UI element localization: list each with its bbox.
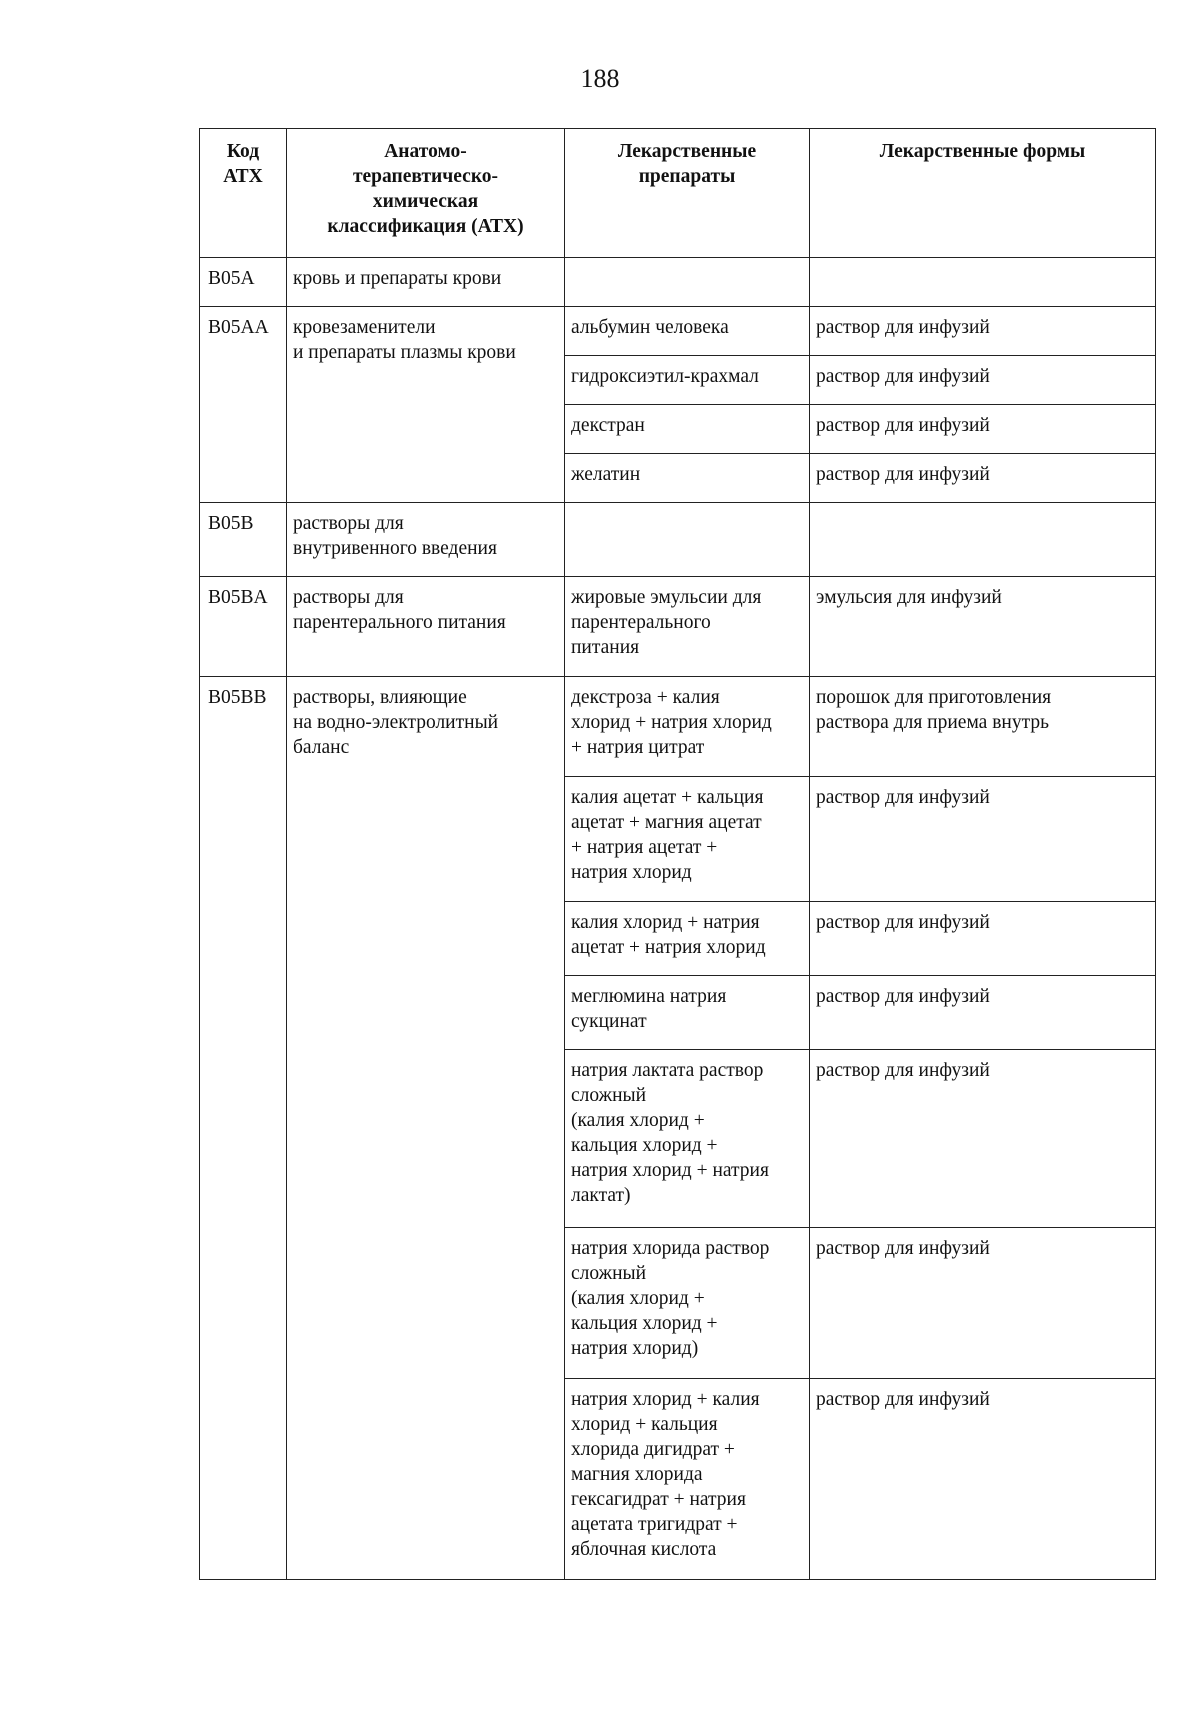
dosage-form xyxy=(810,503,1156,577)
table-header-row xyxy=(200,129,1156,258)
atx-classification: растворы для парентерального питания xyxy=(287,577,565,677)
drug-name: калия ацетат + кальция ацетат + магния ацетат + натрия ацетат + натрия хлорид xyxy=(565,777,810,902)
atx-code: B05AA xyxy=(200,307,287,503)
drug-name xyxy=(565,503,810,577)
atx-code: B05BA xyxy=(200,577,287,677)
table-row xyxy=(200,503,1156,577)
drug-name: меглюмина натрия сукцинат xyxy=(565,976,810,1050)
atx-code: B05BB xyxy=(200,677,287,1580)
drug-name: альбумин человека xyxy=(565,307,810,356)
dosage-form: порошок для приготовления раствора для приема внутрь xyxy=(810,677,1156,777)
header-classification: Анатомо- терапевтическо- химическая классификация (АТХ) xyxy=(287,129,565,258)
dosage-form: раствор для инфузий xyxy=(810,1379,1156,1580)
atx-code: B05B xyxy=(200,503,287,577)
drug-name: жировые эмульсии для парентерального питания xyxy=(565,577,810,677)
drug-name: натрия хлорид + калия хлорид + кальция хлорида дигидрат + магния хлорида гексагидрат + натрия ацетата тригидрат + яблочная кислота xyxy=(565,1379,810,1580)
dosage-form: раствор для инфузий xyxy=(810,1228,1156,1379)
table-row xyxy=(200,677,1156,777)
atx-table xyxy=(199,128,1156,1580)
table-row xyxy=(200,258,1156,307)
dosage-form: эмульсия для инфузий xyxy=(810,577,1156,677)
table-row xyxy=(200,577,1156,677)
dosage-form: раствор для инфузий xyxy=(810,356,1156,405)
dosage-form: раствор для инфузий xyxy=(810,777,1156,902)
dosage-form xyxy=(810,258,1156,307)
dosage-form: раствор для инфузий xyxy=(810,405,1156,454)
dosage-form: раствор для инфузий xyxy=(810,307,1156,356)
drug-name: натрия лактата раствор сложный (калия хлорид + кальция хлорид + натрия хлорид + натрия лактат) xyxy=(565,1050,810,1228)
dosage-form: раствор для инфузий xyxy=(810,976,1156,1050)
page-number: 188 xyxy=(580,64,620,93)
drug-name: декстроза + калия хлорид + натрия хлорид + натрия цитрат xyxy=(565,677,810,777)
atx-classification: растворы для внутривенного введения xyxy=(287,503,565,577)
table-row xyxy=(200,307,1156,356)
dosage-form: раствор для инфузий xyxy=(810,902,1156,976)
atx-classification: кровезаменители и препараты плазмы крови xyxy=(287,307,565,503)
atx-code: B05A xyxy=(200,258,287,307)
header-drugs: Лекарственные препараты xyxy=(565,129,810,258)
atx-classification: кровь и препараты крови xyxy=(287,258,565,307)
header-forms: Лекарственные формы xyxy=(810,129,1156,258)
drug-name: декстран xyxy=(565,405,810,454)
dosage-form: раствор для инфузий xyxy=(810,454,1156,503)
drug-name: натрия хлорида раствор сложный (калия хлорид + кальция хлорид + натрия хлорид) xyxy=(565,1228,810,1379)
drug-name: желатин xyxy=(565,454,810,503)
drug-name: калия хлорид + натрия ацетат + натрия хлорид xyxy=(565,902,810,976)
header-code: Код АТХ xyxy=(200,129,287,258)
dosage-form: раствор для инфузий xyxy=(810,1050,1156,1228)
drug-name xyxy=(565,258,810,307)
drug-name: гидроксиэтил-крахмал xyxy=(565,356,810,405)
atx-classification: растворы, влияющие на водно-электролитный баланс xyxy=(287,677,565,1580)
